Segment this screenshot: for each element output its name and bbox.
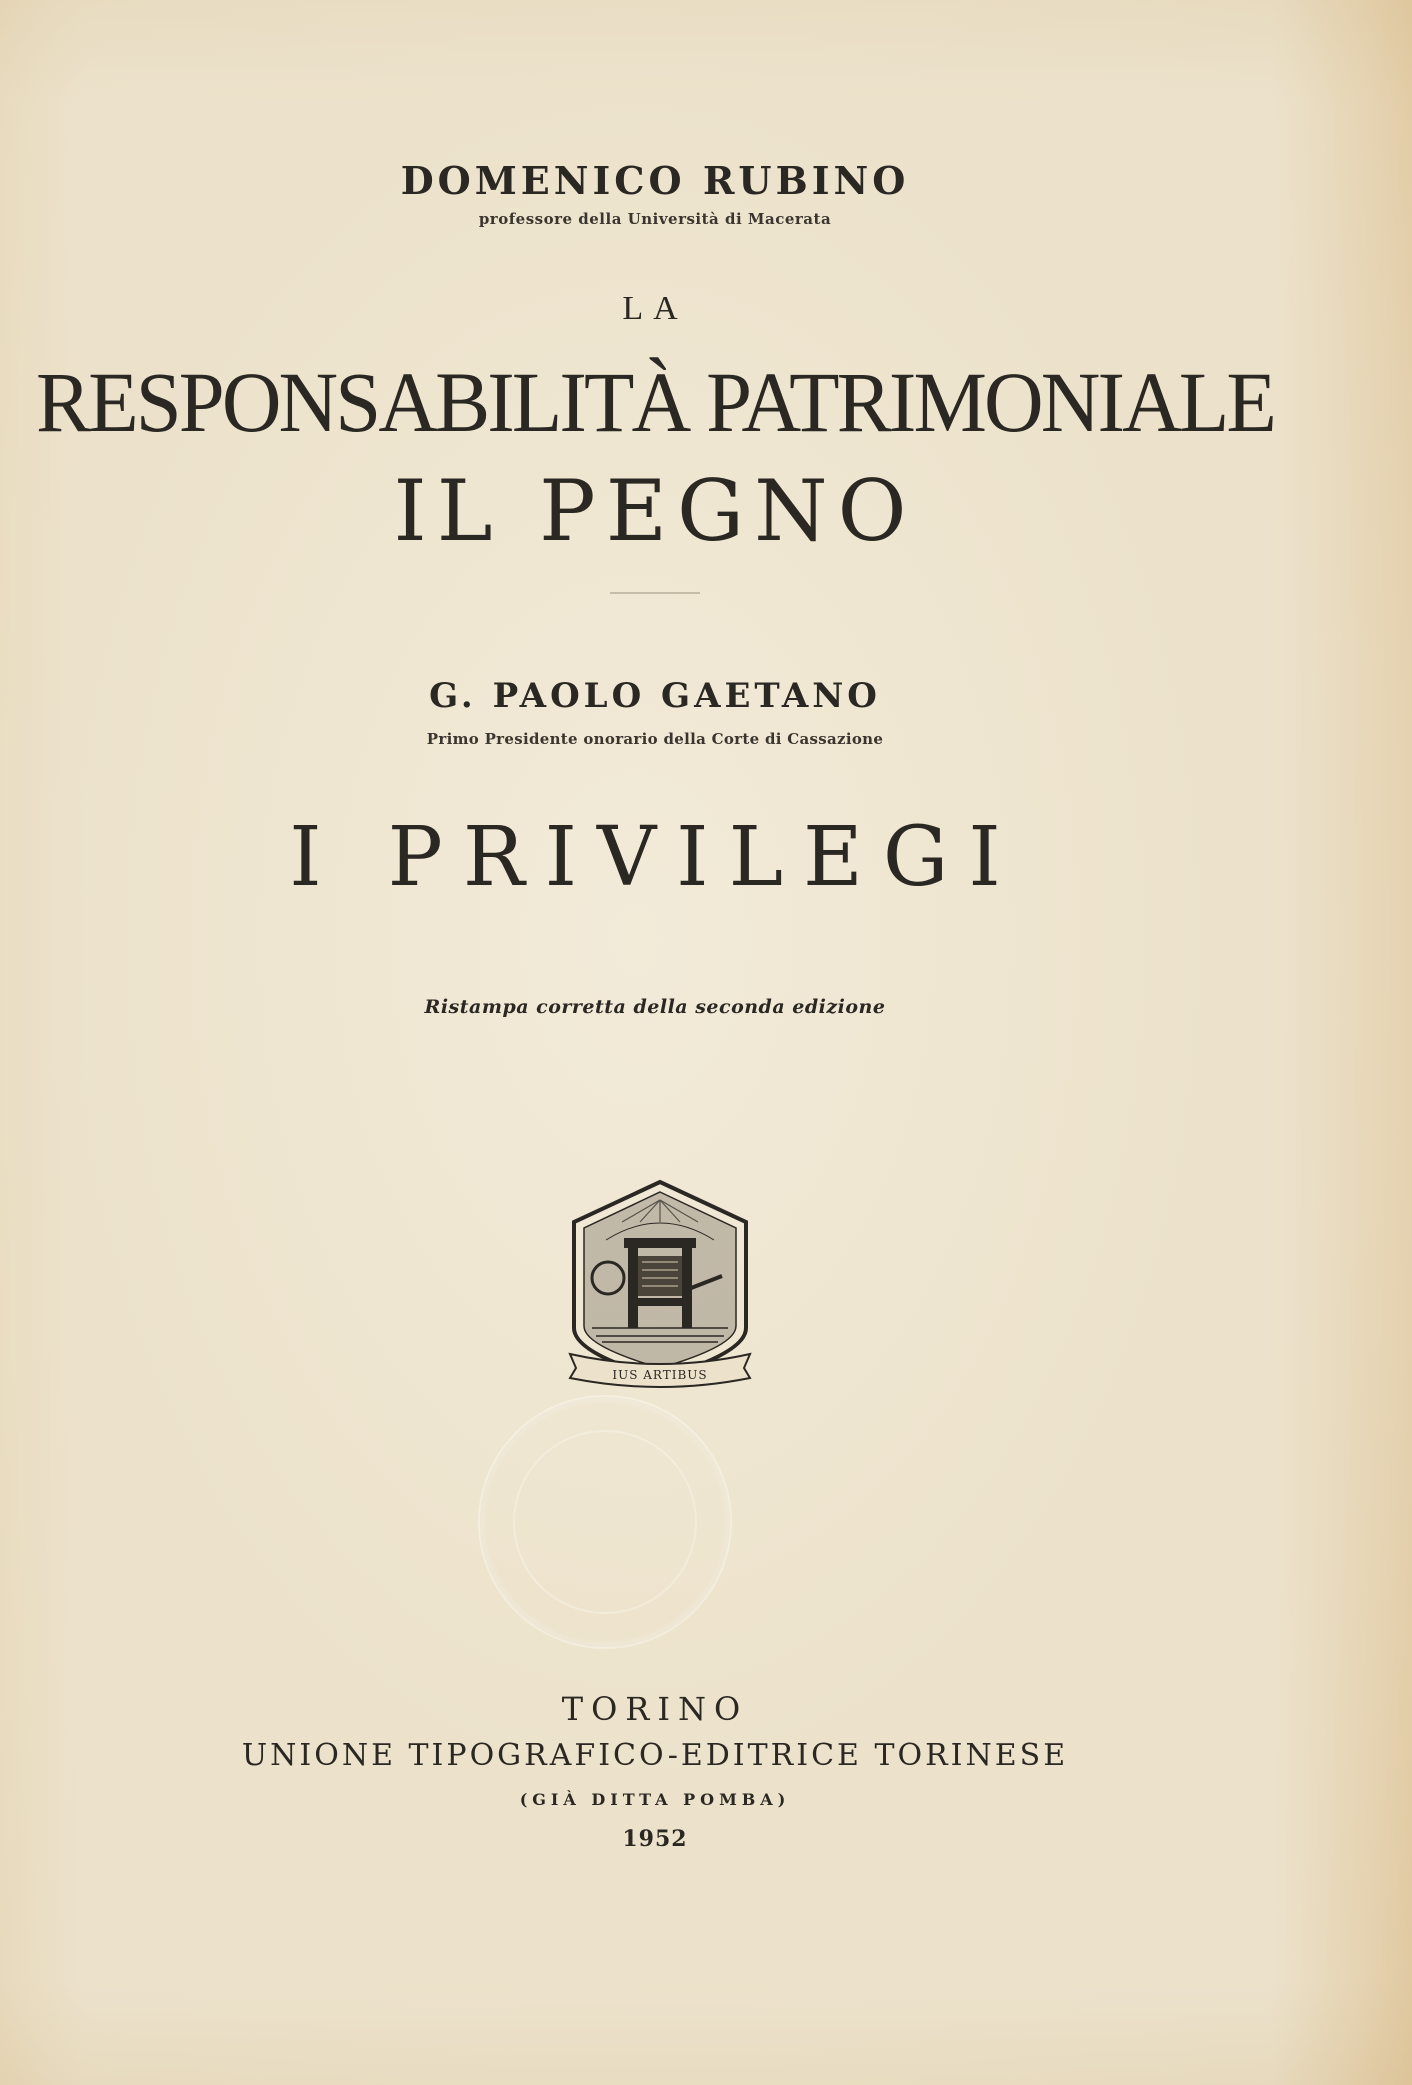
author-affiliation: professore della Università di Macerata [478, 210, 832, 228]
edition-note: Ristampa corretta della seconda edizione [424, 996, 886, 1018]
imprint-publisher: UNIONE TIPOGRAFICO-EDITRICE TORINESE [241, 1738, 1069, 1773]
second-author-affiliation: Primo Presidente onorario della Corte di Cassazione [426, 730, 884, 748]
printing-press-emblem-icon [562, 1178, 758, 1390]
imprint-city: TORINO [561, 1690, 749, 1728]
second-title: I PRIVILEGI [289, 810, 1021, 905]
imprint-year: 1952 [622, 1826, 688, 1852]
title-article: LA [622, 290, 688, 327]
main-title-line1: RESPONSABILITÀ PATRIMONIALE [36, 354, 1274, 450]
author-name: DOMENICO RUBINO [400, 158, 910, 203]
main-title-line2: IL PEGNO [393, 462, 917, 560]
embossed-stamp-inner-ring [513, 1430, 697, 1614]
imprint-former-name: (GIÀ DITTA POMBA) [519, 1790, 791, 1809]
second-author-name: G. PAOLO GAETANO [429, 676, 881, 716]
ornament-divider [610, 592, 700, 594]
printer-mark-motto: IUS ARTIBUS [612, 1368, 708, 1382]
